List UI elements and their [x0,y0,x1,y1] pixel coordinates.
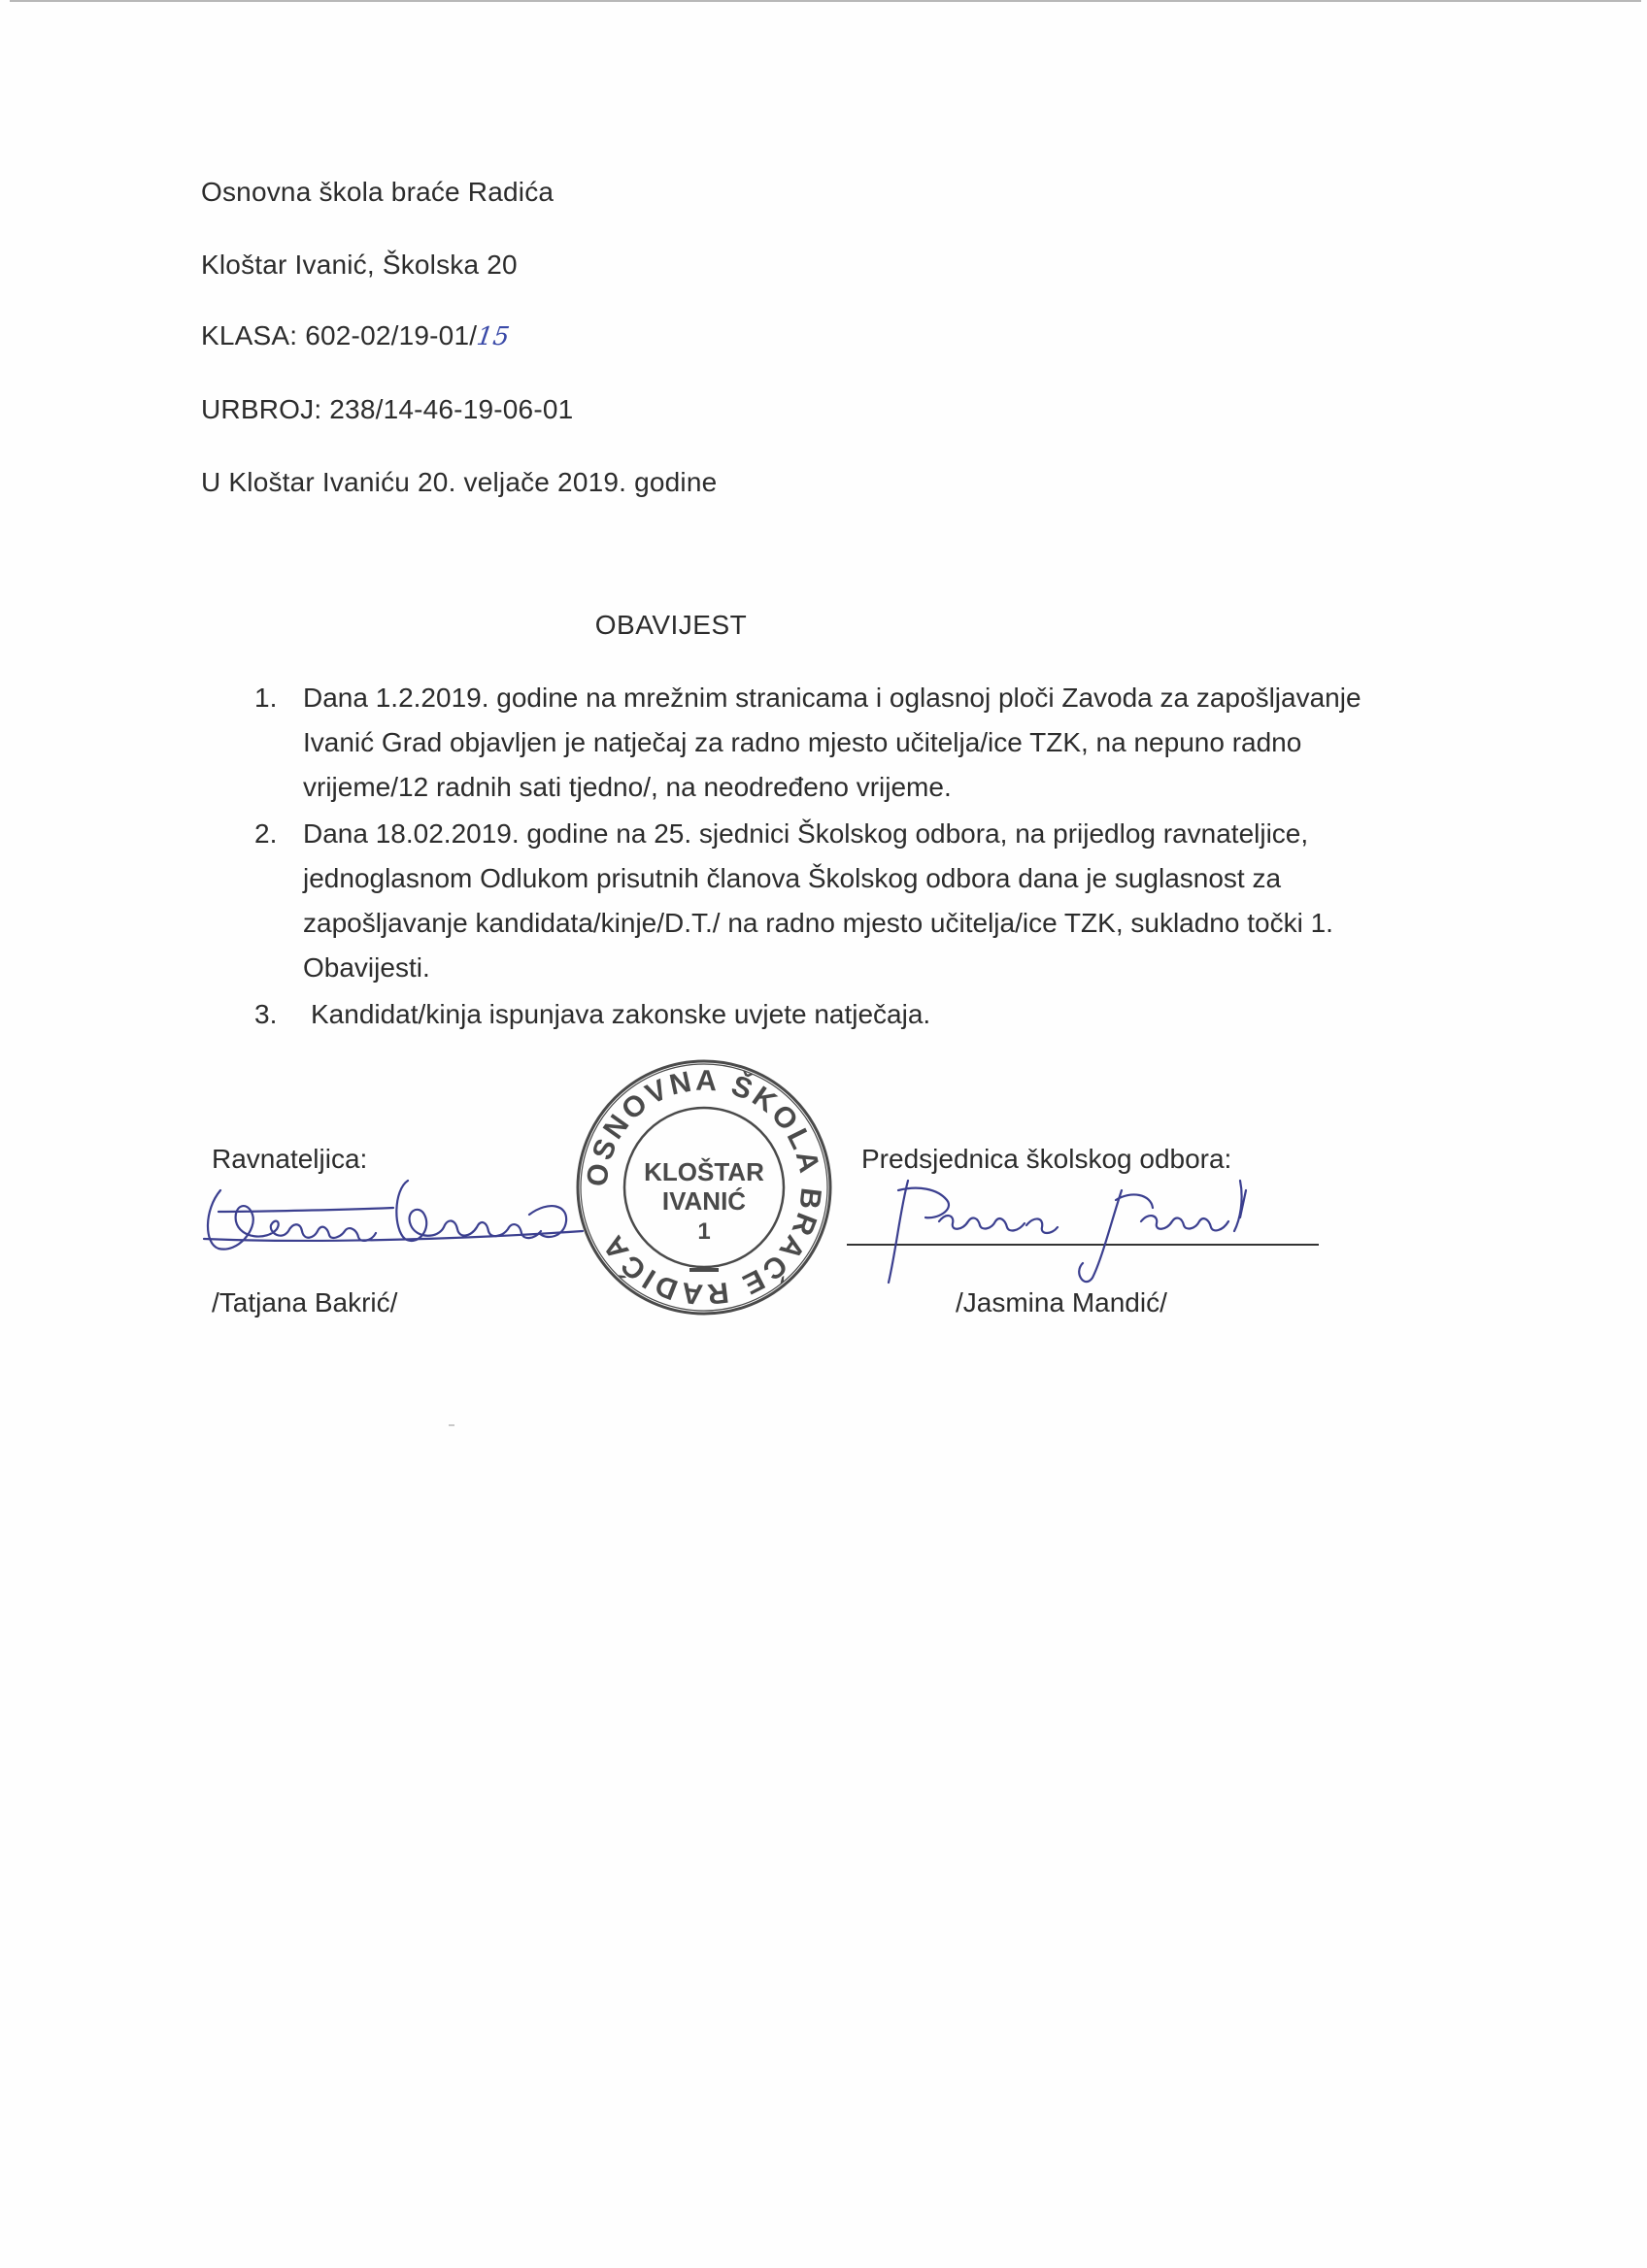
list-item-number: 3. [254,999,278,1029]
list-item-text: Kandidat/kinja ispunjava zakonske uvjete natječaja. [311,999,931,1029]
stamp-outer-text: OSNOVNA ŠKOLA BRAĆE RADIĆA [581,1064,827,1311]
list-item-text: Dana 1.2.2019. godine na mrežnim stranicama i oglasnoj ploči Zavoda za zapošljavanje Ivanić Grad objavljen je natječaj za radno mjesto učitelja/ice TZK, na nepuno radno vrijeme/12 radnih sati tjedno/, na neodređeno vrijeme. [303,683,1361,802]
list-item-number: 1. [254,683,278,713]
principal-label: Ravnateljica: [212,1144,368,1174]
stamp-line-3: 1 [697,1218,711,1245]
principal-name: /Tatjana Bakrić/ [212,1287,398,1317]
board-chair-name: /Jasmina Mandić/ [956,1287,1167,1317]
scan-speck [449,1424,454,1426]
school-address: Kloštar Ivanić, Školska 20 [201,250,518,280]
notice-list [254,676,1420,1037]
document-title: OBAVIJEST [594,610,748,640]
stamp-line-2: IVANIĆ [661,1186,747,1216]
list-item-text: Dana 18.02.2019. godine na 25. sjednici Školskog odbora, na prijedlog ravnateljice, jednoglasnom Odlukom prisutnih članova Školskog odbora dana je suglasnost za zapošljavanje kandidata/kinje/D.T./ na radno mjesto učitelja/ice TZK, sukladno točki 1. Obavijesti. [303,818,1333,983]
top-edge-rule [10,0,1641,2]
list-item [254,992,1420,1037]
list-item [254,676,1420,810]
urbroj-line: URBROJ: 238/14-46-19-06-01 [201,394,574,424]
principal-signature [199,1161,588,1268]
list-item [254,812,1420,990]
school-stamp [573,1056,835,1318]
list-item-number: 2. [254,818,278,849]
stamp-line-1: KLOŠTAR [644,1157,764,1186]
place-date: U Kloštar Ivaniću 20. veljače 2019. godine [201,467,718,497]
board-chair-label: Predsjednica školskog odbora: [861,1144,1232,1174]
board-chair-signature [879,1161,1287,1287]
klasa-handwritten-number: 15 [475,322,512,351]
klasa-line [201,320,510,351]
klasa-label: KLASA: 602-02/19-01/ [201,320,478,350]
school-name: Osnovna škola braće Radića [201,177,555,207]
